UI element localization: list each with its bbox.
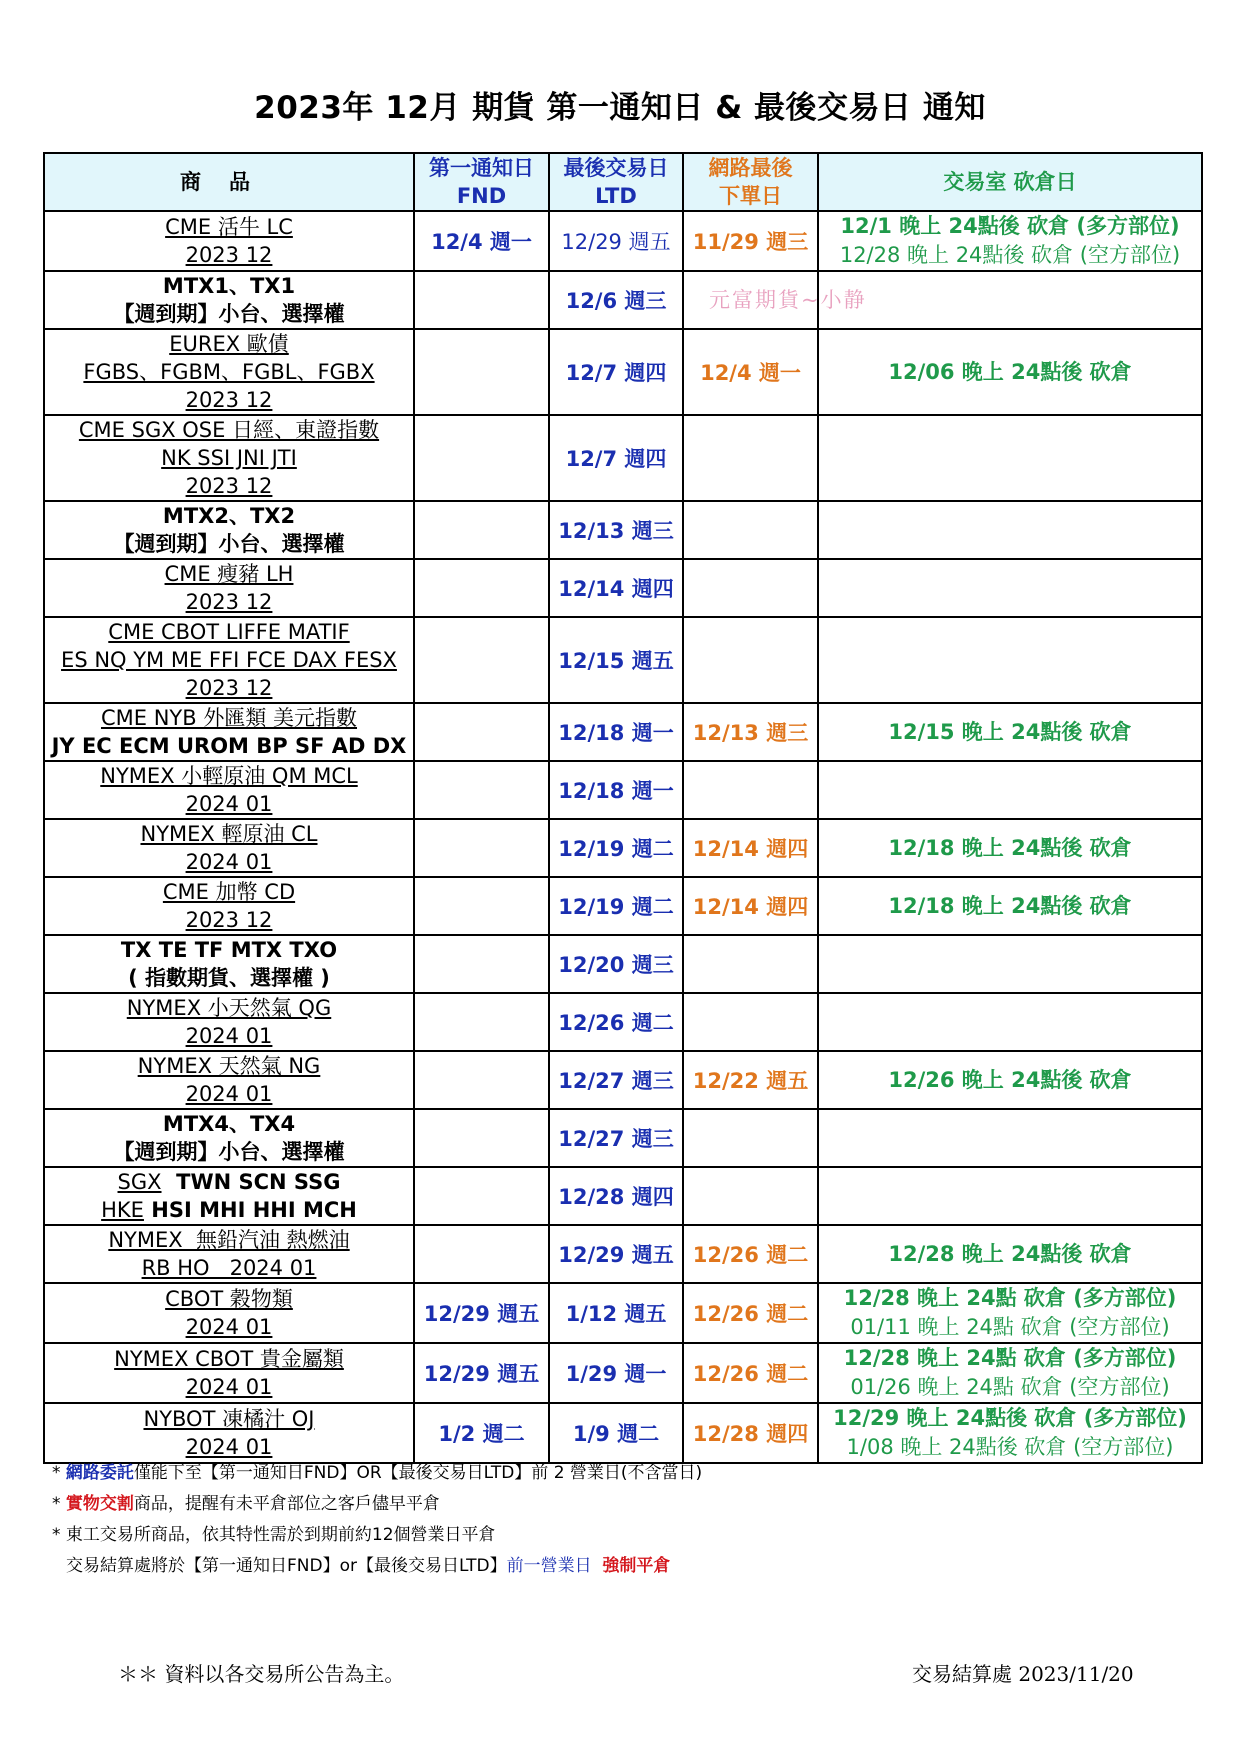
ltd-cell [549, 415, 683, 501]
table-row [44, 211, 1202, 271]
room-line: 12/26 晚上 24點後 砍倉 [888, 1067, 1132, 1092]
note-text: 僅能下至【第一通知日FND】OR【最後交易日LTD】前 2 營業日(不含當日) [133, 1463, 703, 1483]
notes-section [52, 1458, 702, 1582]
product-cell [44, 935, 414, 993]
ltd-cell [549, 993, 683, 1051]
ltd-cell [549, 501, 683, 559]
fnd-cell [414, 559, 549, 617]
fnd-cell [414, 1109, 549, 1167]
product-cell [44, 819, 414, 877]
web-cell [683, 1403, 818, 1463]
fnd-cell [414, 1225, 549, 1283]
fnd-cell [414, 993, 549, 1051]
note-highlight: 前一營業日 [506, 1556, 592, 1576]
product-line: NYMEX 無鉛汽油 熱燃油 [108, 1228, 350, 1252]
product-prefix: SGX [117, 1170, 162, 1194]
ltd-cell [549, 1283, 683, 1343]
web-value: 12/28 週四 [692, 1422, 809, 1446]
product-prefix: HKE [101, 1198, 144, 1222]
fnd-cell [414, 819, 549, 877]
room-line: 12/18 晚上 24點後 砍倉 [888, 835, 1132, 860]
product-codes: TWN SCN SSG [161, 1170, 341, 1194]
web-cell [683, 1225, 818, 1283]
fnd-cell [414, 415, 549, 501]
product-line: CME 加幣 CD [162, 880, 296, 904]
ltd-cell [549, 877, 683, 935]
ltd-cell [549, 1225, 683, 1283]
fnd-value: 12/4 週一 [431, 230, 532, 254]
note-text: 商品，提醒有未平倉部位之客戶儘早平倉 [133, 1494, 440, 1514]
product-line: JY EC ECM UROM BP SF AD DX [51, 734, 407, 758]
room-cell [818, 415, 1202, 501]
product-line: 2024 01 [185, 1082, 273, 1106]
web-cell [683, 1343, 818, 1403]
fnd-cell [414, 1283, 549, 1343]
product-line: 2024 01 [185, 850, 273, 874]
web-cell [683, 877, 818, 935]
ltd-value: 12/26 週二 [558, 1011, 674, 1035]
product-cell [44, 1283, 414, 1343]
room-cell [818, 211, 1202, 271]
product-line: 2024 01 [185, 1435, 273, 1459]
product-cell [44, 1343, 414, 1403]
room-cell [818, 1109, 1202, 1167]
product-cell [44, 211, 414, 271]
room-line: 12/29 晚上 24點後 砍倉 (多方部位) [833, 1406, 1187, 1430]
header-web-line1: 網路最後 [708, 156, 793, 180]
room-cell [818, 761, 1202, 819]
header-row [44, 153, 1202, 211]
product-line: MTX4、TX4 [162, 1112, 296, 1136]
table-row [44, 761, 1202, 819]
web-cell [683, 617, 818, 703]
table-row [44, 819, 1202, 877]
web-cell [683, 1167, 818, 1225]
web-value: 12/14 週四 [692, 895, 809, 919]
product-line: NYMEX 輕原油 CL [140, 822, 318, 846]
table-row [44, 1283, 1202, 1343]
web-cell [683, 1051, 818, 1109]
fnd-cell [414, 761, 549, 819]
product-line: 【週到期】小台、選擇權 [113, 1140, 345, 1164]
fnd-cell [414, 703, 549, 761]
room-cell [818, 1051, 1202, 1109]
fnd-value: 12/29 週五 [423, 1302, 540, 1326]
fnd-cell [414, 271, 549, 329]
room-line: 12/1 晚上 24點後 砍倉 (多方部位) [840, 214, 1180, 238]
note-bullet: * [52, 1463, 66, 1483]
fnd-cell [414, 1343, 549, 1403]
product-cell [44, 1167, 414, 1225]
ltd-value: 12/20 週三 [558, 953, 674, 977]
product-line: 2024 01 [185, 1375, 273, 1399]
product-line [45, 1168, 413, 1196]
ltd-cell [549, 819, 683, 877]
product-line: CME 瘦豬 LH [164, 562, 294, 586]
room-line: 12/28 晚上 24點後 砍倉 [888, 1241, 1132, 1266]
ltd-value: 12/27 週三 [558, 1069, 674, 1093]
header-fnd-line1: 第一通知日 [429, 156, 534, 180]
ltd-cell [549, 703, 683, 761]
fnd-cell [414, 877, 549, 935]
table-row [44, 1109, 1202, 1167]
ltd-cell [549, 559, 683, 617]
web-value: 11/29 週三 [692, 230, 809, 254]
room-line: 01/26 晚上 24點 砍倉 (空方部位) [850, 1375, 1170, 1399]
product-line: 2024 01 [185, 792, 273, 816]
product-line: CME SGX OSE 日經、東證指數 [78, 418, 380, 442]
product-line: 【週到期】小台、選擇權 [113, 532, 345, 556]
header-ltd-line2: LTD [595, 184, 637, 208]
product-cell [44, 415, 414, 501]
ltd-value: 1/9 週二 [572, 1422, 660, 1446]
room-cell [818, 329, 1202, 415]
room-cell [818, 1403, 1202, 1463]
room-cell [818, 819, 1202, 877]
product-line: NYMEX 小輕原油 QM MCL [100, 764, 358, 788]
product-line: 2023 12 [185, 590, 273, 614]
table-row [44, 501, 1202, 559]
product-cell [44, 1225, 414, 1283]
room-cell [709, 271, 1202, 329]
fnd-cell [414, 1167, 549, 1225]
header-web [683, 153, 818, 211]
product-cell [44, 329, 414, 415]
header-web-line2: 下單日 [719, 184, 782, 208]
table-row [44, 271, 1202, 329]
ltd-value: 12/14 週四 [558, 577, 674, 601]
room-line: 01/11 晚上 24點 砍倉 (空方部位) [850, 1315, 1170, 1339]
ltd-value: 12/18 週一 [558, 721, 674, 745]
ltd-value: 1/29 週一 [565, 1362, 667, 1386]
watermark-text: 元富期貨~小静 [709, 287, 867, 312]
room-cell [818, 501, 1202, 559]
fnd-cell [414, 617, 549, 703]
web-cell [683, 1109, 818, 1167]
web-cell [683, 993, 818, 1051]
ltd-value: 12/6 週三 [565, 289, 667, 313]
header-ltd-line1: 最後交易日 [563, 156, 669, 180]
fnd-cell [414, 501, 549, 559]
fnd-cell [414, 329, 549, 415]
room-cell [818, 703, 1202, 761]
product-cell [44, 617, 414, 703]
room-cell [818, 993, 1202, 1051]
product-line: TX TE TF MTX TXO [120, 938, 338, 962]
product-line: 2023 12 [185, 243, 273, 267]
table-row [44, 415, 1202, 501]
table-row [44, 1167, 1202, 1225]
web-cell [683, 559, 818, 617]
ltd-value: 12/13 週三 [558, 519, 674, 543]
note-bullet: * [52, 1494, 66, 1514]
room-cell [818, 1167, 1202, 1225]
fnd-cell [414, 935, 549, 993]
table-row [44, 1225, 1202, 1283]
web-cell [683, 211, 818, 271]
ltd-value: 12/15 週五 [558, 649, 674, 673]
web-value: 12/22 週五 [692, 1069, 809, 1093]
product-cell [44, 993, 414, 1051]
product-line: 2023 12 [185, 908, 273, 932]
product-line: ( 指數期貨、選擇權 ) [128, 966, 330, 990]
product-line: 2023 12 [185, 676, 273, 700]
product-line: 【週到期】小台、選擇權 [113, 302, 345, 326]
product-cell [44, 559, 414, 617]
note-line [52, 1489, 702, 1520]
ltd-cell [549, 329, 683, 415]
ltd-cell [549, 211, 683, 271]
table-row [44, 935, 1202, 993]
footer-disclaimer: ＊＊ 資料以各交易所公告為主。 [118, 1662, 405, 1686]
web-cell [683, 501, 818, 559]
ltd-cell [549, 1343, 683, 1403]
product-line: NYMEX 小天然氣 QG [126, 996, 332, 1020]
table-row [44, 1051, 1202, 1109]
table-row [44, 1403, 1202, 1463]
ltd-cell [549, 761, 683, 819]
product-line: NYBOT 凍橘汁 OJ [143, 1407, 315, 1431]
web-cell [683, 935, 818, 993]
table-row [44, 559, 1202, 617]
product-line: 2023 12 [185, 388, 273, 412]
product-line: MTX2、TX2 [162, 504, 296, 528]
room-line: 12/28 晚上 24點後 砍倉 (空方部位) [839, 243, 1181, 267]
ltd-cell [549, 271, 683, 329]
web-value: 12/4 週一 [700, 361, 801, 385]
note-text: 交易結算處將於【第一通知日FND】or【最後交易日LTD】 [66, 1556, 507, 1576]
note-line: * 東工交易所商品，依其特性需於到期前約12個營業日平倉 [52, 1525, 496, 1545]
product-cell [44, 271, 414, 329]
product-cell [44, 501, 414, 559]
ltd-cell [549, 935, 683, 993]
room-line: 12/28 晚上 24點 砍倉 (多方部位) [843, 1346, 1177, 1370]
product-codes: HSI MHI HHI MCH [143, 1198, 357, 1222]
product-line: FGBS、FGBM、FGBL、FGBX [83, 360, 375, 384]
product-line: 2024 01 [185, 1315, 273, 1339]
product-cell [44, 761, 414, 819]
fnd-cell [414, 1051, 549, 1109]
product-line: CBOT 穀物類 [165, 1287, 293, 1311]
table-row [44, 703, 1202, 761]
product-cell [44, 1109, 414, 1167]
ltd-cell [549, 1167, 683, 1225]
ltd-cell [549, 1051, 683, 1109]
product-line: RB HO 2024 01 [141, 1256, 317, 1280]
room-line: 12/18 晚上 24點後 砍倉 [888, 893, 1132, 918]
web-value: 12/26 週二 [692, 1302, 809, 1326]
ltd-cell [549, 1403, 683, 1463]
room-line: 12/15 晚上 24點後 砍倉 [888, 719, 1132, 744]
table-row [44, 993, 1202, 1051]
product-line: CME CBOT LIFFE MATIF [108, 620, 350, 644]
web-cell [683, 819, 818, 877]
fnd-cell [414, 211, 549, 271]
ltd-value: 12/28 週四 [558, 1185, 674, 1209]
table-row [44, 1343, 1202, 1403]
product-line: NK SSI JNI JTI [161, 446, 297, 470]
product-line: EUREX 歐債 [169, 332, 289, 356]
ltd-value: 1/12 週五 [565, 1302, 667, 1326]
header-fnd [414, 153, 549, 211]
ltd-value: 12/27 週三 [558, 1127, 674, 1151]
header-product: 商品 [44, 153, 414, 211]
footer-signature: 交易結算處 2023/11/20 [912, 1662, 1134, 1686]
header-ltd [549, 153, 683, 211]
web-cell [683, 703, 818, 761]
room-line: 1/08 晚上 24點後 砍倉 (空方部位) [846, 1435, 1174, 1459]
web-cell [683, 761, 818, 819]
web-value: 12/13 週三 [692, 721, 809, 745]
web-cell [683, 415, 818, 501]
note-line [52, 1458, 702, 1489]
web-cell [683, 329, 818, 415]
room-cell [818, 1343, 1202, 1403]
web-value: 12/26 週二 [692, 1362, 809, 1386]
room-cell [818, 935, 1202, 993]
note-highlight: 實物交割 [65, 1494, 134, 1514]
table-row [44, 877, 1202, 935]
room-line: 12/28 晚上 24點 砍倉 (多方部位) [843, 1286, 1177, 1310]
product-cell [44, 1403, 414, 1463]
product-line: NYMEX CBOT 貴金屬類 [114, 1347, 344, 1371]
header-room: 交易室 砍倉日 [818, 153, 1202, 211]
fnd-value: 1/2 週二 [438, 1422, 525, 1446]
ltd-cell [549, 1109, 683, 1167]
ltd-value: 12/29 週五 [561, 230, 671, 254]
product-line: CME 活牛 LC [165, 215, 293, 239]
web-value: 12/14 週四 [692, 837, 809, 861]
ltd-value: 12/19 週二 [558, 837, 674, 861]
room-cell [818, 1225, 1202, 1283]
web-cell [683, 1283, 818, 1343]
product-line: ES NQ YM ME FFI FCE DAX FESX [61, 648, 397, 672]
product-line: 2023 12 [185, 474, 273, 498]
product-cell [44, 1051, 414, 1109]
room-line: 12/06 晚上 24點後 砍倉 [888, 359, 1132, 384]
header-fnd-line2: FND [456, 184, 507, 208]
ltd-value: 12/29 週五 [558, 1243, 674, 1267]
note-highlight: 強制平倉 [602, 1556, 671, 1576]
schedule-table [43, 152, 1203, 1464]
product-line: MTX1、TX1 [162, 274, 296, 298]
room-cell [818, 559, 1202, 617]
table-row [44, 617, 1202, 703]
fnd-cell [414, 1403, 549, 1463]
room-cell [818, 877, 1202, 935]
product-cell [44, 703, 414, 761]
page-title: 2023年 12月 期貨 第一通知日 & 最後交易日 通知 [254, 90, 986, 126]
room-cell [818, 617, 1202, 703]
ltd-value: 12/18 週一 [558, 779, 674, 803]
product-cell [44, 877, 414, 935]
web-value: 12/26 週二 [692, 1243, 809, 1267]
ltd-cell [549, 617, 683, 703]
ltd-value: 12/7 週四 [565, 361, 667, 385]
table-row [44, 329, 1202, 415]
ltd-value: 12/19 週二 [558, 895, 674, 919]
product-line: CME NYB 外匯類 美元指數 [100, 706, 358, 730]
note-line [52, 1551, 702, 1582]
note-highlight: 網路委託 [65, 1463, 134, 1483]
ltd-value: 12/7 週四 [565, 447, 667, 471]
product-line: NYMEX 天然氣 NG [137, 1054, 321, 1078]
product-line [45, 1196, 413, 1224]
product-line: 2024 01 [185, 1024, 273, 1048]
fnd-value: 12/29 週五 [423, 1362, 540, 1386]
room-cell [818, 1283, 1202, 1343]
